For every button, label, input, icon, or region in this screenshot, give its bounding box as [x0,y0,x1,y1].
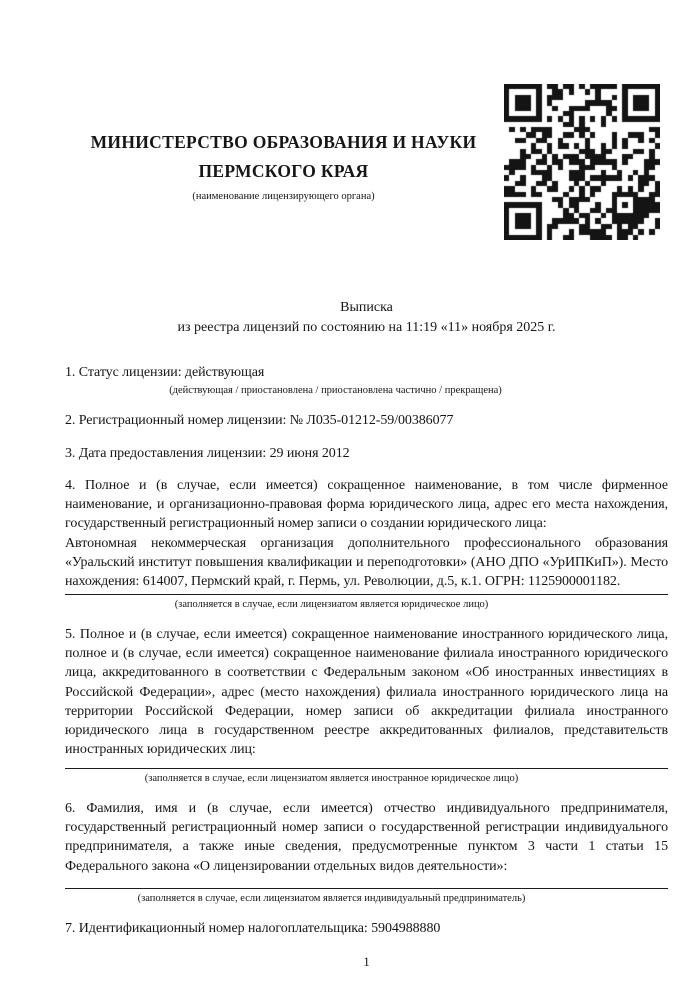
item-individual-entrepreneur [65,799,668,906]
item-foreign-entity-text: 5. Полное и (в случае, если имеется) сокращенное наименование иностранного юридического лица, полное и (в случае, если имеется) сокращенное наименование филиала иностранного юридического лица, аккредитованного в соответствии с Федеральным законом «Об иностранных инвестициях в Российской Федерации», адрес (место нахождения) филиала иностранного юридического лица на территории Российской Федерации, номер записи об аккредитации филиала иностранного юридического лица в государственном реестре аккредитованных филиалов, представительств иностранных юридических лиц: [65,626,668,758]
underline-rule [65,768,668,769]
item-legal-entity-text: 4. Полное и (в случае, если имеется) сокращенное наименование, в том числе фирменное наименование, и организационно-правовая форма юридического лица, адрес его места нахождения, государственный регистрационный номер записи о создании юридического лица: [65,477,668,532]
item-license-status-text: 1. Статус лицензии: действующая [65,365,265,380]
document-subtitle: из реестра лицензий по состоянию на 11:19 «11» ноября 2025 г. [177,320,556,335]
ministry-caption: (наименование лицензирующего органа) [192,191,375,202]
qr-code-canvas [504,84,660,240]
item-legal-entity-value: Автономная некоммерческая организация дополнительного профессионального образования «Уральский институт повышения квалификации и переподготовки» (АНО ДПО «УрИПКиП»). Место нахождения: 614007, Пермский край, г. Пермь, ул. Революции, д.5, к.1. ОГРН: 1125900001182. [65,535,668,590]
ministry-name-line2: ПЕРМСКОГО КРАЯ [198,161,369,181]
underline-rule [65,888,668,889]
item-foreign-entity-caption: (заполняется в случае, если лицензиатом является иностранное юридическое лицо) [144,772,519,784]
item-individual-entrepreneur-text: 6. Фамилия, имя и (в случае, если имеется) отчество индивидуального предпринимателя, государственный регистрационный номер записи о государственной регистрации индивидуального предпринимателя, а также иные сведения, предусмотренные пунктом 3 части 1 статьи 15 Федерального закона «О лицензировании отдельных видов деятельности»: [65,800,668,874]
ministry-name-line1: МИНИСТЕРСТВО ОБРАЗОВАНИЯ И НАУКИ [90,132,477,152]
item-taxpayer-number [65,919,668,938]
underline-rule [65,594,668,595]
item-registration-number-text: 2. Регистрационный номер лицензии: № Л035-01212-59/00386077 [65,413,454,429]
document-title: Выписка [340,300,393,315]
license-items [65,363,668,938]
item-license-date-text: 3. Дата предоставления лицензии: 29 июня 2012 [65,445,350,461]
item-legal-entity [65,476,668,612]
item-registration-number [65,411,668,430]
item-foreign-entity [65,625,668,786]
qr-code-icon [504,84,660,240]
document-title-block [65,298,668,338]
licensing-authority-header [65,128,502,204]
item-license-status [65,363,668,398]
page-number: 1 [363,954,370,970]
item-license-date [65,444,668,463]
item-taxpayer-number-text: 7. Идентификационный номер налогоплательщика: 5904988880 [65,920,441,936]
item-legal-entity-caption: (заполняется в случае, если лицензиатом является юридическое лицо) [174,598,489,610]
item-individual-entrepreneur-caption: (заполняется в случае, если лицензиатом является индивидуальный предприниматель) [137,892,526,904]
item-license-status-caption: (действующая / приостановлена / приостановлена частично / прекращена) [169,385,502,397]
